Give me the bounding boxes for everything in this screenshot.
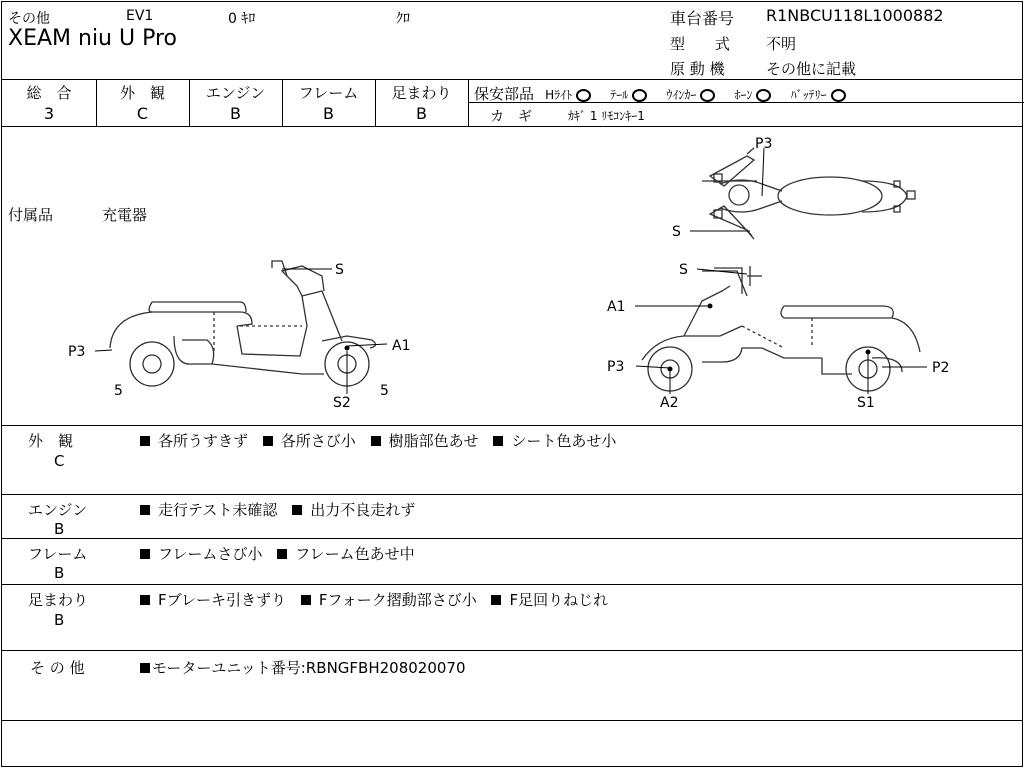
- section-exterior-items: 各所うすきず 各所さび小 樹脂部色あせ シート色あせ小: [140, 430, 626, 451]
- section-suspension-title: 足まわり: [28, 591, 89, 609]
- ok-mark-icon: [576, 89, 591, 102]
- diagram-label-right-p2: P2: [932, 360, 950, 376]
- engine-value: その他に記載: [766, 60, 857, 78]
- bullet-square-icon: [371, 436, 381, 446]
- section-suspension-grade: B: [54, 611, 65, 629]
- bullet-square-icon: [140, 436, 150, 446]
- section-suspension-items: Fブレーキ引きずり Fフォーク摺動部さび小 F足回りねじれ: [140, 589, 618, 610]
- section-frame-items: フレームさび小 フレーム色あせ中: [140, 543, 425, 564]
- key-value: ｶｷﾞ 1 ﾘﾓｺﾝｷｰ1: [568, 109, 645, 123]
- section-exterior-title: 外 観: [28, 432, 74, 450]
- category-label: その他: [8, 11, 50, 27]
- section-engine-grade: B: [54, 520, 65, 538]
- bullet-square-icon: [263, 436, 273, 446]
- diagram-label-left-p3: P3: [68, 344, 86, 360]
- section-other-items: モーターユニット番号:RBNGFBH208020070: [140, 657, 476, 678]
- frame-number: R1NBCU118L1000882: [766, 6, 944, 25]
- grade-header-suspension: 足まわり: [391, 84, 452, 102]
- model-code: EV1: [126, 8, 154, 24]
- bullet-square-icon: [140, 549, 150, 559]
- section-engine-items: 走行テスト未確認 出力不良走れず: [140, 499, 425, 520]
- grade-header-frame: フレーム: [298, 84, 359, 102]
- bullet-square-icon: [301, 595, 311, 605]
- grade-exterior: C: [136, 104, 149, 123]
- safety-item-winker: ｳｲﾝｶｰ: [666, 88, 715, 102]
- section-engine-title: エンジン: [28, 501, 88, 519]
- bullet-square-icon: [140, 595, 150, 605]
- scooter-top-view: [702, 148, 915, 239]
- grade-suspension: B: [416, 104, 427, 123]
- ok-mark-icon: [700, 89, 715, 102]
- frame-number-label: 車台番号: [670, 9, 735, 28]
- diagram-label-right-a2: A2: [660, 395, 679, 411]
- section-exterior-grade: C: [54, 452, 65, 470]
- scooter-damage-diagram: [2, 126, 1022, 426]
- divider: [2, 79, 1022, 80]
- diagram-label-right-p3: P3: [607, 359, 625, 375]
- diagram-label-right-s1: S1: [857, 395, 875, 411]
- diagram-label-top-p3: P3: [755, 136, 773, 152]
- bullet-square-icon: [140, 663, 150, 673]
- safety-item-horn: ﾎｰﾝ: [734, 88, 771, 102]
- safety-label: 保安部品: [474, 85, 535, 103]
- grade-frame: B: [323, 104, 334, 123]
- type-label: 型 式: [670, 35, 731, 53]
- safety-item-battery: ﾊﾞｯﾃﾘｰ: [791, 88, 846, 102]
- diagram-label-right-a1: A1: [607, 299, 626, 315]
- bullet-square-icon: [491, 595, 501, 605]
- bullet-square-icon: [277, 549, 287, 559]
- section-other-title: そ の 他: [30, 659, 85, 677]
- section-frame-grade: B: [54, 564, 65, 582]
- diagram-label-left-a1: A1: [392, 338, 411, 354]
- bullet-square-icon: [292, 505, 302, 515]
- mileage: 0 ｷﾛ: [228, 11, 256, 27]
- accessories-label: 付属品: [8, 206, 54, 224]
- ok-mark-icon: [632, 89, 647, 102]
- diagram-label-top-s: S: [672, 224, 681, 240]
- engine-label: 原 動 機: [670, 60, 725, 78]
- grade-header-overall: 総 合: [26, 84, 72, 102]
- scooter-left-view: [110, 261, 376, 386]
- diagram-label-left-s: S: [335, 262, 344, 278]
- bullet-square-icon: [493, 436, 503, 446]
- ok-mark-icon: [831, 89, 846, 102]
- diagram-label-left-5b: 5: [380, 383, 389, 399]
- inspection-sheet: [1, 1, 1023, 767]
- ok-mark-icon: [756, 89, 771, 102]
- diagram-label-right-s: S: [679, 262, 688, 278]
- grade-engine: B: [230, 104, 241, 123]
- grade-overall: 3: [43, 104, 55, 123]
- safety-item-tail: ﾃｰﾙ: [610, 88, 647, 102]
- bullet-square-icon: [140, 505, 150, 515]
- safety-parts-row: [474, 83, 846, 104]
- diagram-label-left-5a: 5: [114, 383, 123, 399]
- grade-header-engine: エンジン: [205, 84, 266, 102]
- scooter-right-view: [642, 266, 920, 391]
- color: ｸﾛ: [396, 11, 410, 27]
- section-frame-title: フレーム: [28, 545, 88, 563]
- diagram-label-left-s2: S2: [333, 395, 351, 411]
- safety-item-headlight: Hﾗｲﾄ: [545, 88, 591, 102]
- accessories-value: 充電器: [102, 206, 148, 224]
- model-name: XEAM niu U Pro: [8, 26, 177, 51]
- key-label: カ ギ: [490, 109, 532, 125]
- type-value: 不明: [766, 35, 797, 53]
- grade-header-exterior: 外 観: [119, 84, 165, 102]
